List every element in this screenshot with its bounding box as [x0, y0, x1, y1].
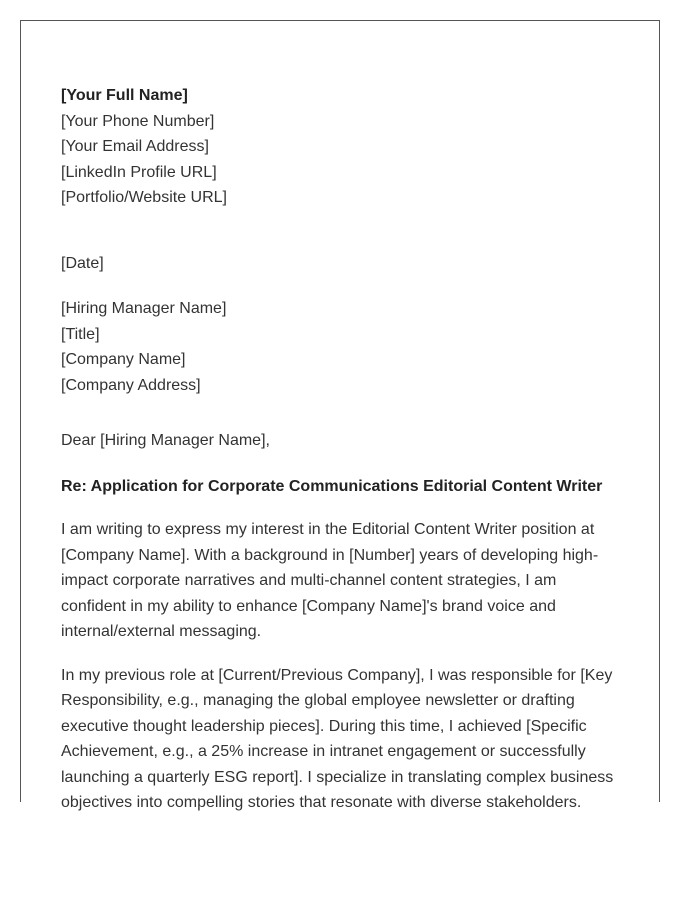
subject-block — [61, 474, 636, 500]
salutation-block — [61, 428, 636, 454]
date-block — [61, 251, 636, 277]
letter-page — [20, 20, 660, 811]
recipient-block — [61, 296, 636, 398]
recipient-name: [Hiring Manager Name] — [61, 300, 227, 317]
sender-contact-block — [61, 83, 636, 211]
recipient-company: [Company Name] — [61, 351, 186, 368]
sender-portfolio: [Portfolio/Website URL] — [61, 189, 227, 206]
body-paragraph: In my previous role at [Current/Previous Company], I was responsible for [Key Responsibility, e.g., managing the global employee newsletter or drafting executive thought leadership pieces]. During this time, I achieved [Specific Achievement, e.g., a 25% increase in intranet engagement or successfully launching a quarterly ESG report]. I specialize in translating complex business objectives into compelling stories that resonate with diverse stakeholders. — [61, 666, 614, 811]
sender-full-name: [Your Full Name] — [61, 87, 188, 104]
subject-line: Re: Application for Corporate Communications Editorial Content Writer — [61, 477, 603, 495]
letter-date: [Date] — [61, 254, 104, 272]
letter-content — [61, 83, 636, 816]
sender-linkedin: [LinkedIn Profile URL] — [61, 163, 217, 181]
recipient-address: [Company Address] — [61, 376, 201, 394]
body-paragraph: I am writing to express my interest in the Editorial Content Writer position at [Company Name]. With a background in [Number] years of developing high-impact corporate narratives and multi-channel content strategies, I am confident in my ability to enhance [Company Name]'s brand voice and internal/external messaging. — [61, 521, 599, 640]
sender-email: [Your Email Address] — [61, 138, 209, 155]
recipient-title: [Title] — [61, 325, 100, 343]
sender-phone: [Your Phone Number] — [61, 112, 215, 130]
salutation: Dear [Hiring Manager Name], — [61, 432, 270, 449]
